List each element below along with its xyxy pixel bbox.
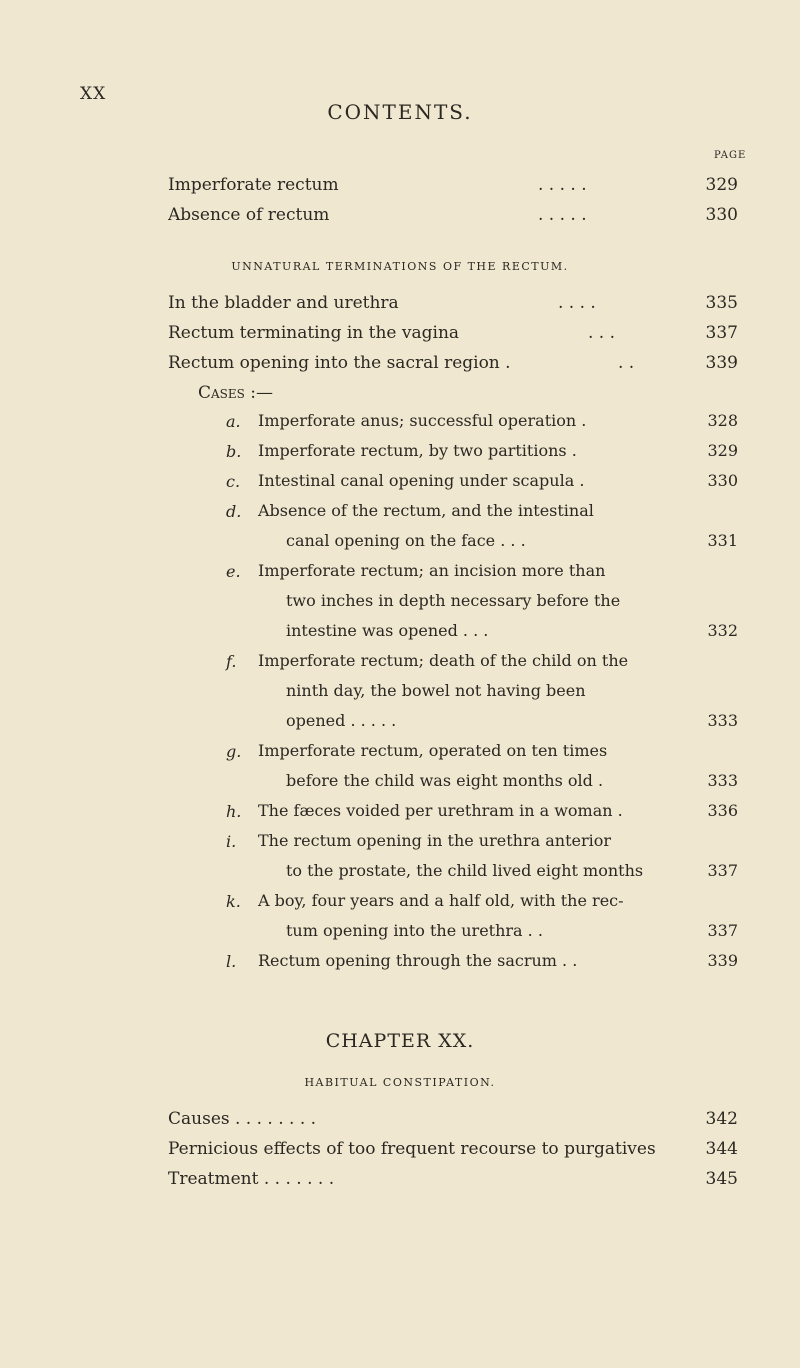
toc-entry-page: 342 [705, 1109, 738, 1129]
case-line: Intestinal canal opening under scapula . [258, 471, 585, 490]
toc-leader: . . . . . [538, 205, 587, 225]
section-heading: UNNATURAL TERMINATIONS OF THE RECTUM. [231, 260, 569, 273]
case-line: Rectum opening through the sacrum . . [258, 951, 578, 970]
toc-leader: . . [618, 353, 635, 373]
case-page: 333 [707, 771, 738, 790]
case-page: 330 [707, 471, 738, 490]
toc-entry-page: 344 [705, 1139, 738, 1159]
toc-entry [168, 200, 738, 230]
toc-entry-page: 339 [705, 353, 738, 373]
toc-entry-title: Causes . . . . . . . . [168, 1109, 317, 1129]
case-page: 333 [707, 711, 738, 730]
case-letter: l. [226, 952, 237, 971]
toc-entry [168, 1164, 738, 1194]
toc-entry-page: 337 [705, 323, 738, 343]
case-letter: c. [226, 472, 241, 491]
toc-leader: . . . . [558, 293, 596, 313]
case-line: Absence of the rectum, and the intestinal [258, 501, 594, 520]
case-line: Imperforate anus; successful operation . [258, 411, 587, 430]
case-line: opened . . . . . [286, 711, 397, 730]
case-line: to the prostate, the child lived eight months [286, 861, 644, 880]
case-page: 336 [707, 801, 738, 820]
case-line: two inches in depth necessary before the [286, 591, 621, 610]
case-letter: b. [226, 442, 242, 461]
running-head: CONTENTS. [327, 100, 473, 124]
case-page: 337 [707, 921, 738, 940]
toc-entry [168, 318, 738, 348]
case-line: The rectum opening in the urethra anterior [258, 831, 612, 850]
case-line: Imperforate rectum, operated on ten times [258, 741, 608, 760]
case-page: 337 [707, 861, 738, 880]
case-page: 329 [707, 441, 738, 460]
toc-entry-title: Treatment . . . . . . . [168, 1169, 335, 1189]
case-page: 328 [707, 411, 738, 430]
case-line: Imperforate rectum; an incision more than [258, 561, 606, 580]
cases-label: Cases :— [198, 383, 274, 403]
toc-entry-title: Pernicious effects of too frequent recourse to purgatives [168, 1139, 656, 1159]
toc-leader: . . . [588, 323, 616, 343]
case-letter: f. [226, 652, 237, 671]
toc-entry [168, 1134, 738, 1164]
case-letter: a. [226, 412, 241, 431]
toc-entry-page: 345 [705, 1169, 738, 1189]
case-line: canal opening on the face . . . [286, 531, 526, 550]
case-line: The fæces voided per urethram in a woman . [258, 801, 623, 820]
toc-entry-page: 330 [705, 205, 738, 225]
case-line: A boy, four years and a half old, with the rec- [258, 891, 624, 910]
case-line: ninth day, the bowel not having been [286, 681, 586, 700]
toc-entry-title: Imperforate rectum [168, 175, 339, 195]
toc-entry [168, 288, 738, 318]
case-line: tum opening into the urethra . . [286, 921, 543, 940]
chapter-subtitle: HABITUAL CONSTIPATION. [304, 1076, 496, 1089]
chapter-title: CHAPTER XX. [325, 1030, 475, 1052]
case-letter: d. [226, 502, 242, 521]
toc-entry [168, 170, 738, 200]
toc-entry-title: In the bladder and urethra [168, 293, 399, 313]
case-letter: g. [226, 742, 242, 761]
case-line: before the child was eight months old . [286, 771, 604, 790]
case-line: intestine was opened . . . [286, 621, 489, 640]
case-letter: h. [226, 802, 242, 821]
toc-entry [168, 1104, 738, 1134]
toc-leader: . . . . . [538, 175, 587, 195]
toc-entry-page: 335 [705, 293, 738, 313]
page-folio: XX [80, 84, 107, 104]
case-page: 331 [707, 531, 738, 550]
case-letter: e. [226, 562, 241, 581]
toc-entry [168, 348, 738, 378]
case-page: 332 [707, 621, 738, 640]
case-page: 339 [707, 951, 738, 970]
toc-entry-title: Rectum opening into the sacral region . [168, 353, 511, 373]
case-line: Imperforate rectum, by two partitions . [258, 441, 577, 460]
case-line: Imperforate rectum; death of the child on the [258, 651, 629, 670]
page-column-label: PAGE [714, 150, 747, 161]
case-letter: k. [226, 892, 241, 911]
toc-entry-title: Absence of rectum [168, 205, 330, 225]
toc-entry-title: Rectum terminating in the vagina [168, 323, 460, 343]
toc-entry-page: 329 [705, 175, 738, 195]
case-letter: i. [226, 832, 237, 851]
